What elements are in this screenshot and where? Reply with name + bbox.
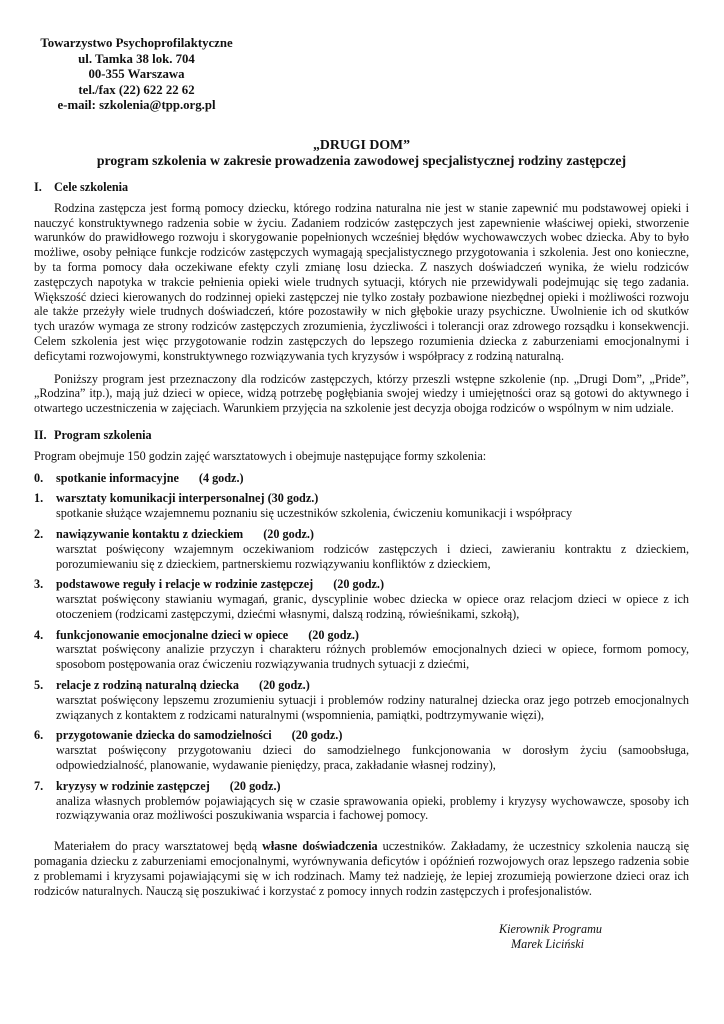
program-item-title: podstawowe reguły i relacje w rodzinie zastępczej [56,577,314,592]
signature-name: Marek Liciński [511,937,584,952]
closing-text-part1: Materiałem do pracy warsztatowej będą [54,839,263,854]
program-item-hours: (20 godz.) [259,678,310,693]
program-item-title: relacje z rodziną naturalną dziecka [56,678,240,693]
org-phone: tel./fax (22) 622 22 62 [78,82,195,97]
program-item-description: warsztat poświęcony lepszemu zrozumieniu sytuacji i problemów rodziny naturalnej dziecka oraz jego potrzeb emocjonalnych związanych z kontaktem z rodzicami naturalnymi (wspomnienia, pamiątki, podtrzymywanie więzi), [56,692,689,722]
program-item-title: funkcjonowanie emocjonalne dzieci w opiece [56,627,289,642]
program-item-hours: (20 godz.) [291,728,343,743]
section-1-paragraph-1: Rodzina zastępcza jest formą pomocy dziecku, którego rodzina naturalna nie jest w stanie zapewnić mu podstawowej opieki i nauczyć konstruktywnego radzenia sobie w życiu. Zadaniem rodziców zastępczych jest zapewnienie właściwej opieki, stworzenie warunków do prawidłowego rozwoju i skorygowanie popełnionych wcześniej błędów wychowawczych wobec dziecka. Aby to było możliwe, osoby pełniące funkcje rodziców zastępczych wymagają specjalistycznego przygotowania i szkolenia. Jest ono konieczne, by ta forma pomocy dała oczekiwane efekty czyli zmianę losu dziecka. Z naszych doświadczeń wynika, że wielu rodziców zastępczych napotyka w trakcie pełnienia opieki wiele trudnych sytuacji, których nie przewidywali podejmując się tego zadania. Większość dzieci kierowanych do rodzinnej opieki zastępczej nie tylko zostały pozbawione niezbędnej opieki i możliwości rozwoju ale także przeżyły wiele trudnych doświadczeń, które pozostawiły w nich głębokie urazy psychiczne. Uwolnienie ich od skutków tych urazów wymaga ze strony rodziców zastępczych zrozumienia, życzliwości i tolerancji oraz zdrowego rozsądku i konsekwencji. Celem szkolenia jest więc przygotowanie rodzin zastępczych do lepszego rozumienia dziecka z zaburzeniami emocjonalnymi i deficytami rozwojowymi, konstruktywnego rozwiązywania tych kryzysów i współpracy z rodziną naturalną. [34,200,689,363]
section-2-heading [34,428,689,443]
program-item-title: przygotowanie dziecka do samodzielności [56,728,272,743]
program-item-hours: (20 godz.) [263,526,314,541]
section-number: I. [34,179,42,194]
program-item [34,577,689,621]
program-item-number: 0. [34,470,44,485]
program-item-description: warsztat poświęcony analizie przyczyn i charakteru różnych problemów emocjonalnych dzieci w opiece, formom pomocy, sposobom postępowania oraz ćwiczeniu rozwiązywania trudnych sytuacji z dziećmi, [56,642,689,672]
section-title: Cele szkolenia [54,179,129,194]
program-item-number: 2. [34,526,44,541]
program-item-number: 3. [34,577,44,592]
program-item [34,628,689,672]
signature-role: Kierownik Programu [498,922,602,937]
program-item-title: spotkanie informacyjne [56,470,179,485]
document-subtitle: program szkolenia w zakresie prowadzenia zawodowej specjalistycznej rodziny zastępczej [96,153,627,169]
program-item-title: warsztaty komunikacji interpersonalnej (30 godz.) [56,491,319,506]
program-item [34,728,689,772]
program-items-list [34,471,689,824]
program-item-number: 6. [34,728,44,743]
program-item-number: 4. [34,627,44,642]
program-item-description: spotkanie służące wzajemnemu poznaniu się uczestników szkolenia, ćwiczeniu komunikacji i współpracy [56,506,573,521]
org-city: 00-355 Warszawa [88,67,185,82]
program-item [34,527,689,571]
program-item-description: warsztat poświęcony wzajemnym oczekiwaniom rodziców zastępczych i dzieci, zawieraniu kontraktu z dzieckiem, porozumiewaniu się z dzieckiem, partnerskiemu rozwiązywaniu konfliktów z dzieckiem, [56,541,689,571]
document-title: „DRUGI DOM” [313,136,410,152]
section-number: II. [34,427,47,442]
program-item [34,678,689,722]
closing-paragraph [34,839,689,898]
program-item-hours: (20 godz.) [308,627,359,642]
org-street: ul. Tamka 38 lok. 704 [78,51,195,66]
program-item-description: warsztat poświęcony przygotowaniu dzieci do samodzielnego funkcjonowania w dorosłym życiu (samoobsługa, odpowiedzialność, planowanie, wydawanie pieniędzy, praca, zakładanie własnej rodziny), [56,743,689,773]
section-2-intro: Program obejmuje 150 godzin zajęć warsztatowych i obejmuje następujące formy szkolenia: [34,448,487,463]
program-item-description: analiza własnych problemów pojawiających się w czasie sprawowania opieki, problemy i kryzysy wychowawcze, sposoby ich rozwiązywania oraz możliwości poszukiwania wsparcia i fachowej pomocy. [56,793,689,823]
program-item-number: 1. [34,491,44,506]
document-title-block [34,137,689,170]
org-email: e-mail: szkolenia@tpp.org.pl [57,98,216,113]
program-item-number: 7. [34,778,44,793]
section-1-paragraph-2: Poniższy program jest przeznaczony dla rodziców zastępczych, którzy przeszli wstępne szkolenie (np. „Drugi Dom”, „Pride”, „Rodzina” itp.), mają już dzieci w opiece, widzą potrzebę pogłębiania swojej wiedzy i umiejętności oraz są gotowi do aktywnego i otwartego uczestniczenia w zajęciach. Warunkiem przyjęcia na szkolenie jest decyzja obojga rodziców o wspólnym w nim udziale. [34,371,689,416]
program-item-hours: (4 godz.) [198,470,244,485]
closing-text-part2: uczestników. Zakładamy, że uczestnicy szkolenia nauczą się pomagania dziecku z zaburzeniami emocjonalnymi, wyrównywania deficytów i opóźnień rozwojowych oraz lepszego radzenia sobie z problemami i kryzysami pojawiającymi się w ich rodzinach. Mamy też nadzieję, że lepiej zrozumieją powierzone dzieci oraz ich rodziców naturalnych. Nauczą się poszukiwać i korzystać z pomocy innych rodzin zastępczych i profesjonalistów. [34,839,689,898]
program-item-hours: (20 godz.) [333,577,385,592]
signature-block [34,922,689,952]
program-item-title: kryzysy w rodzinie zastępczej [56,778,210,793]
program-item-description: warsztat poświęcony stawianiu wymagań, granic, dyscyplinie wobec dziecka w opiece oraz relacjom dzieci w opiece z ich otoczeniem (rodzicami zastępczymi, dziećmi własnymi, dalszą rodziną, rówieśnikami, szkołą), [56,592,689,621]
section-title: Program szkolenia [54,427,152,442]
program-item [34,491,689,521]
program-item-title: nawiązywanie kontaktu z dzieckiem [56,526,244,541]
program-item [34,779,689,823]
program-item-hours: (20 godz.) [229,778,281,793]
program-item [34,471,689,486]
organization-header [34,36,239,114]
section-1-heading [34,180,689,195]
program-item-number: 5. [34,678,44,693]
document-page [34,36,689,952]
closing-text-bold: własne doświadczenia [262,839,378,854]
org-name: Towarzystwo Psychoprofilaktyczne [40,36,233,50]
